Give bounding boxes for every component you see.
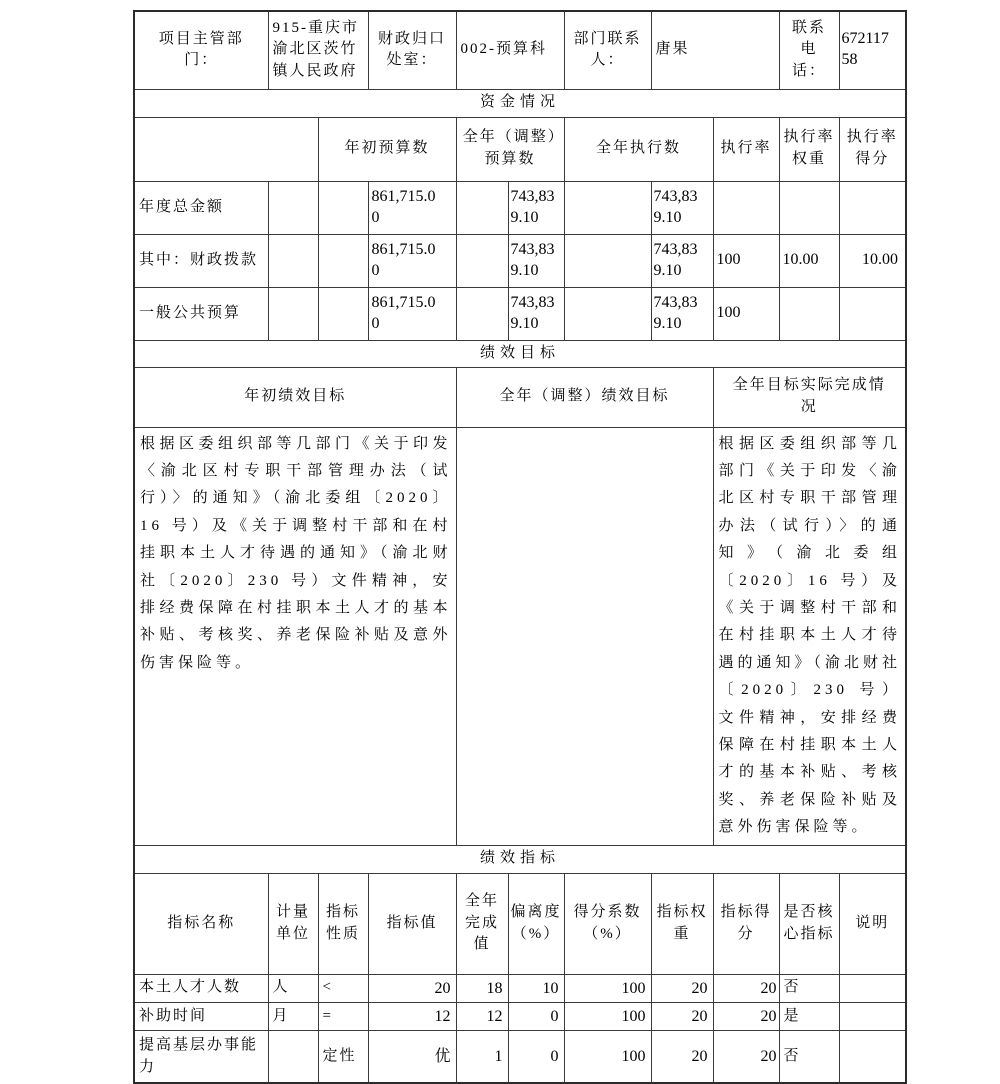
funds-rate-weight-value: 10.00 bbox=[779, 234, 839, 287]
funds-executed-value: 743,839.10 bbox=[651, 234, 713, 287]
funds-row-label: 一般公共预算 bbox=[134, 287, 268, 340]
empty-cell bbox=[318, 234, 368, 287]
indicator-weight: 20 bbox=[651, 974, 713, 1002]
indicator-weight: 20 bbox=[651, 1030, 713, 1083]
goals-initial-text: 根据区委组织部等几部门《关于印发〈渝北区村专职干部管理办法（试行）〉的通知》（渝北委组〔2020〕16 号）及《关于调整村干部和在村挂职本土人才待遇的通知》（渝北财社〔2020〕230 号）文件精神，安排经费保障在村挂职本土人才的基本补贴、考核奖、养老保险补贴及意外伤害保险等。 bbox=[134, 427, 456, 845]
indicator-name: 补助时间 bbox=[134, 1002, 268, 1030]
empty-cell bbox=[456, 287, 508, 340]
indicator-score-coef: 100 bbox=[564, 1002, 651, 1030]
dept-label: 项目主管部门： bbox=[134, 11, 268, 89]
goals-actual-text: 根据区委组织部等几部门《关于印发〈渝北区村专职干部管理办法（试行）〉的通知》（渝北委组〔2020〕16 号）及《关于调整村干部和在村挂职本土人才待遇的通知》（渝北财社〔2020〕230 号）文件精神，安排经费保障在村挂职本土人才的基本补贴、考核奖、养老保险补贴及意外伤害保险等。 bbox=[713, 427, 906, 845]
indicators-header-score-coef: 得分系数（%） bbox=[564, 873, 651, 974]
indicator-score: 20 bbox=[713, 1002, 779, 1030]
funds-adjusted-value: 743,839.10 bbox=[508, 287, 564, 340]
funds-executed-value: 743,839.10 bbox=[651, 181, 713, 234]
fiscal-office-value: 002-预算科 bbox=[456, 11, 564, 89]
funds-header-empty bbox=[134, 117, 318, 181]
funds-executed-value: 743,839.10 bbox=[651, 287, 713, 340]
funds-rate-score-value: 10.00 bbox=[839, 234, 906, 287]
empty-cell bbox=[564, 287, 651, 340]
funds-rate-score-value bbox=[839, 181, 906, 234]
indicators-section-title-row bbox=[134, 845, 906, 873]
goals-header-initial: 年初绩效目标 bbox=[134, 367, 456, 427]
indicator-unit bbox=[268, 1030, 318, 1083]
indicator-core: 否 bbox=[779, 1030, 839, 1083]
goals-section-title-row bbox=[134, 340, 906, 367]
empty-cell bbox=[564, 181, 651, 234]
goals-text-row bbox=[134, 427, 906, 845]
indicator-nature: 定性 bbox=[318, 1030, 368, 1083]
indicators-header-score: 指标得分 bbox=[713, 873, 779, 974]
indicator-core: 否 bbox=[779, 974, 839, 1002]
indicator-nature: < bbox=[318, 974, 368, 1002]
funds-initial-value: 861,715.00 bbox=[368, 234, 456, 287]
funds-rate-weight-value bbox=[779, 287, 839, 340]
funds-row-total bbox=[134, 181, 906, 234]
funds-initial-value: 861,715.00 bbox=[368, 181, 456, 234]
fiscal-office-label: 财政归口处室： bbox=[368, 11, 456, 89]
funds-rate-weight-value bbox=[779, 181, 839, 234]
indicator-target: 优 bbox=[368, 1030, 456, 1083]
indicator-row-talent-count bbox=[134, 974, 906, 1002]
funds-header-adjusted: 全年（调整）预算数 bbox=[456, 117, 564, 181]
indicator-note bbox=[839, 1002, 906, 1030]
empty-cell bbox=[564, 234, 651, 287]
funds-row-label: 年度总金额 bbox=[134, 181, 268, 234]
phone-value: 67211758 bbox=[839, 11, 906, 89]
indicator-score-coef: 100 bbox=[564, 1030, 651, 1083]
indicator-core: 是 bbox=[779, 1002, 839, 1030]
indicator-score-coef: 100 bbox=[564, 974, 651, 1002]
indicator-weight: 20 bbox=[651, 1002, 713, 1030]
funds-rate-value: 100 bbox=[713, 234, 779, 287]
funds-row-fiscal-grant bbox=[134, 234, 906, 287]
indicator-unit: 人 bbox=[268, 974, 318, 1002]
indicators-header-note: 说明 bbox=[839, 873, 906, 974]
indicator-row-grassroots-capacity bbox=[134, 1030, 906, 1083]
dept-value: 915-重庆市渝北区茨竹镇人民政府 bbox=[268, 11, 368, 89]
funds-section-title: 资金情况 bbox=[134, 89, 906, 117]
indicator-name: 提高基层办事能力 bbox=[134, 1030, 268, 1083]
info-row bbox=[134, 11, 906, 89]
funds-header-rate-score: 执行率得分 bbox=[839, 117, 906, 181]
contact-label: 部门联系人： bbox=[564, 11, 651, 89]
funds-header-row bbox=[134, 117, 906, 181]
indicator-target: 12 bbox=[368, 1002, 456, 1030]
indicators-header-weight: 指标权重 bbox=[651, 873, 713, 974]
indicator-score: 20 bbox=[713, 974, 779, 1002]
indicator-deviation: 0 bbox=[508, 1002, 564, 1030]
goals-header-actual: 全年目标实际完成情况 bbox=[713, 367, 906, 427]
funds-header-rate-weight: 执行率权重 bbox=[779, 117, 839, 181]
indicators-header-name: 指标名称 bbox=[134, 873, 268, 974]
indicator-nature: = bbox=[318, 1002, 368, 1030]
funds-rate-score-value bbox=[839, 287, 906, 340]
empty-cell bbox=[318, 287, 368, 340]
goals-section-title: 绩效目标 bbox=[134, 340, 906, 367]
indicator-unit: 月 bbox=[268, 1002, 318, 1030]
funds-header-exec-rate: 执行率 bbox=[713, 117, 779, 181]
goals-adjusted-text bbox=[456, 427, 713, 845]
goals-header-adjusted: 全年（调整）绩效目标 bbox=[456, 367, 713, 427]
empty-cell bbox=[268, 287, 318, 340]
funds-initial-value: 861,715.00 bbox=[368, 287, 456, 340]
indicators-header-core: 是否核心指标 bbox=[779, 873, 839, 974]
funds-header-executed: 全年执行数 bbox=[564, 117, 713, 181]
indicators-header-completed: 全年完成值 bbox=[456, 873, 508, 974]
funds-adjusted-value: 743,839.10 bbox=[508, 181, 564, 234]
indicators-header-nature: 指标性质 bbox=[318, 873, 368, 974]
funds-header-initial: 年初预算数 bbox=[318, 117, 456, 181]
indicators-header-unit: 计量单位 bbox=[268, 873, 318, 974]
indicator-score: 20 bbox=[713, 1030, 779, 1083]
funds-adjusted-value: 743,839.10 bbox=[508, 234, 564, 287]
empty-cell bbox=[268, 234, 318, 287]
indicators-header-deviation: 偏离度（%） bbox=[508, 873, 564, 974]
indicator-deviation: 0 bbox=[508, 1030, 564, 1083]
indicator-note bbox=[839, 1030, 906, 1083]
phone-label: 联系电话： bbox=[779, 11, 839, 89]
contact-value: 唐果 bbox=[651, 11, 779, 89]
empty-cell bbox=[268, 181, 318, 234]
indicator-name: 本土人才人数 bbox=[134, 974, 268, 1002]
indicator-deviation: 10 bbox=[508, 974, 564, 1002]
funds-section-title-row bbox=[134, 89, 906, 117]
indicator-target: 20 bbox=[368, 974, 456, 1002]
indicator-completed: 18 bbox=[456, 974, 508, 1002]
indicator-row-subsidy-time bbox=[134, 1002, 906, 1030]
funds-row-label: 其中：财政拨款 bbox=[134, 234, 268, 287]
empty-cell bbox=[318, 181, 368, 234]
indicator-completed: 12 bbox=[456, 1002, 508, 1030]
indicator-completed: 1 bbox=[456, 1030, 508, 1083]
indicators-section-title: 绩效指标 bbox=[134, 845, 906, 873]
empty-cell bbox=[456, 181, 508, 234]
performance-report-sheet bbox=[133, 10, 907, 1084]
indicator-note bbox=[839, 974, 906, 1002]
funds-rate-value bbox=[713, 181, 779, 234]
indicators-header-target: 指标值 bbox=[368, 873, 456, 974]
performance-report-table bbox=[133, 10, 907, 1084]
empty-cell bbox=[456, 234, 508, 287]
goals-header-row bbox=[134, 367, 906, 427]
funds-rate-value: 100 bbox=[713, 287, 779, 340]
funds-row-public-budget bbox=[134, 287, 906, 340]
indicators-header-row bbox=[134, 873, 906, 974]
